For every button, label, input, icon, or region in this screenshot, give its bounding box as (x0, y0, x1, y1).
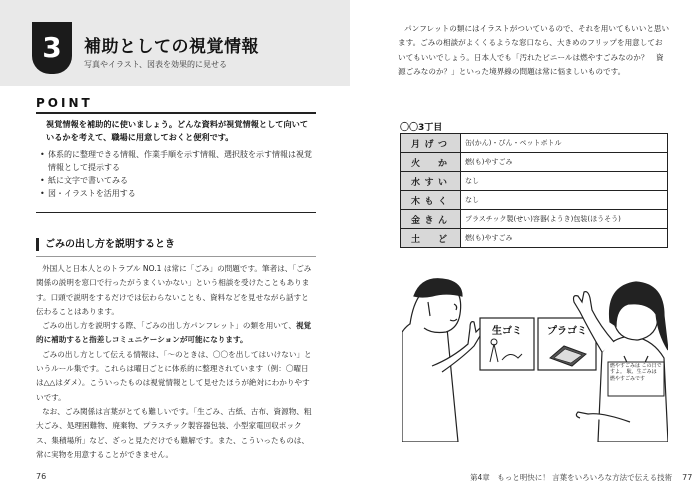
svg-text:生ゴミ: 生ゴミ (492, 326, 522, 337)
intro-text: パンフレットの類にはイラストがついているので、それを用いてもいいと思います。ごみの相談がよくくるような窓口なら、大きめのフリップを用意しておいてもいいでしょう。日本人でも「汚れたビニールは燃やすごみなのか？ 資源ごみなのか？」といった境界線の問題は常に悩ましいものです。 (398, 24, 670, 76)
svg-text:プラゴミ: プラゴミ (547, 326, 587, 337)
emphasis-text: 視覚的に補助すると指差しコミュニケーションが可能になります。 (36, 321, 312, 345)
garbage-explanation-illustration (402, 262, 668, 442)
point-bullet-list (40, 148, 312, 200)
body-text (36, 262, 316, 462)
subheading: ごみの出し方を説明するとき (36, 238, 175, 251)
table-row: 木もく なし (401, 191, 668, 210)
chapter-running-title: 第4章 もっと明快に！ 言葉をいろいろな方法で伝える技術 (470, 473, 673, 482)
footer-running-head (470, 472, 692, 483)
speech-card (608, 362, 664, 396)
section-title: 補助としての視覚情報 (84, 37, 259, 57)
point-bottom-rule (36, 212, 316, 213)
paragraph: なお、ごみ関係は言葉がとても難しいです。「生ごみ、古紙、古布、資源物、粗大ごみ、処理困難物、廃棄物、プラスチック製容器包装、小型家電回収ボックス、集積場所」など、ざっと見ただけでも難解です。また、こういったものは、常に実物を用意することができません。 (36, 406, 312, 459)
table-row: 土ど 燃(も)やすごみ (401, 229, 668, 248)
point-rule (36, 112, 316, 114)
point-bullet: • 体系的に整理できる情報、作業手順を示す情報、選択肢を示す情報は視覚情報として提示する (40, 148, 312, 174)
page-number-right: 77 (682, 473, 693, 482)
garbage-schedule-table (400, 133, 668, 248)
table-row: 月げつ 缶(かん)・びん・ペットボトル (401, 134, 668, 153)
man-figure (402, 279, 483, 442)
schedule-title: 〇〇3丁目 (400, 123, 443, 133)
subheading-rule (36, 256, 316, 257)
point-bullet: • 図・イラストを活用する (40, 187, 312, 200)
table-row: 金きん プラスチック製(せい)容器(ようき)包装(ほうそう) (401, 210, 668, 229)
paragraph: 外国人と日本人とのトラブル NO.1 は常に「ごみ」の問題です。筆者は、「ごみ関係の説明を窓口で行ったがうまくいかない」という相談を受けたこともあります。口頭で説明をするだけでは伝わらないことも、資料などを見せながら話すと伝わることはあります。 (36, 264, 312, 316)
point-heading: POINT (36, 96, 93, 110)
right-page (350, 0, 700, 498)
paragraph: ごみの出し方を説明する際、「ごみの出し方パンフレット」の類を用いて、視覚的に補助すると指差しコミュニケーションが可能になります。 (36, 321, 312, 345)
table-row: 火か 燃(も)やすごみ (401, 153, 668, 172)
section-number-badge: 3 (32, 22, 72, 74)
section-subtitle: 写真やイラスト、図表を効果的に見せる (84, 60, 228, 69)
point-bullet: • 紙に文字で書いてみる (40, 174, 312, 187)
table-row: 水すい なし (401, 172, 668, 191)
paragraph: ごみの出し方として伝える情報は、「～のときは、〇〇を出してはいけない」というルール集です。これらは曜日ごとに体系的に整理されています（例：〇曜日は△△はダメ）。こういったものは視覚情報として見せたほうが絶対にわかりやすいです。 (36, 349, 312, 402)
speech-text: 燃やすごみは この日ですよ。 駄、生ごみは 燃やすごみです (610, 363, 662, 382)
card-nama-gomi (480, 318, 534, 370)
point-summary: 視覚情報を補助的に使いましょう。どんな資料が視覚情報として向いているかを考えて、職場に用意しておくと便利です。 (46, 119, 309, 142)
page-number-left: 76 (36, 472, 47, 481)
